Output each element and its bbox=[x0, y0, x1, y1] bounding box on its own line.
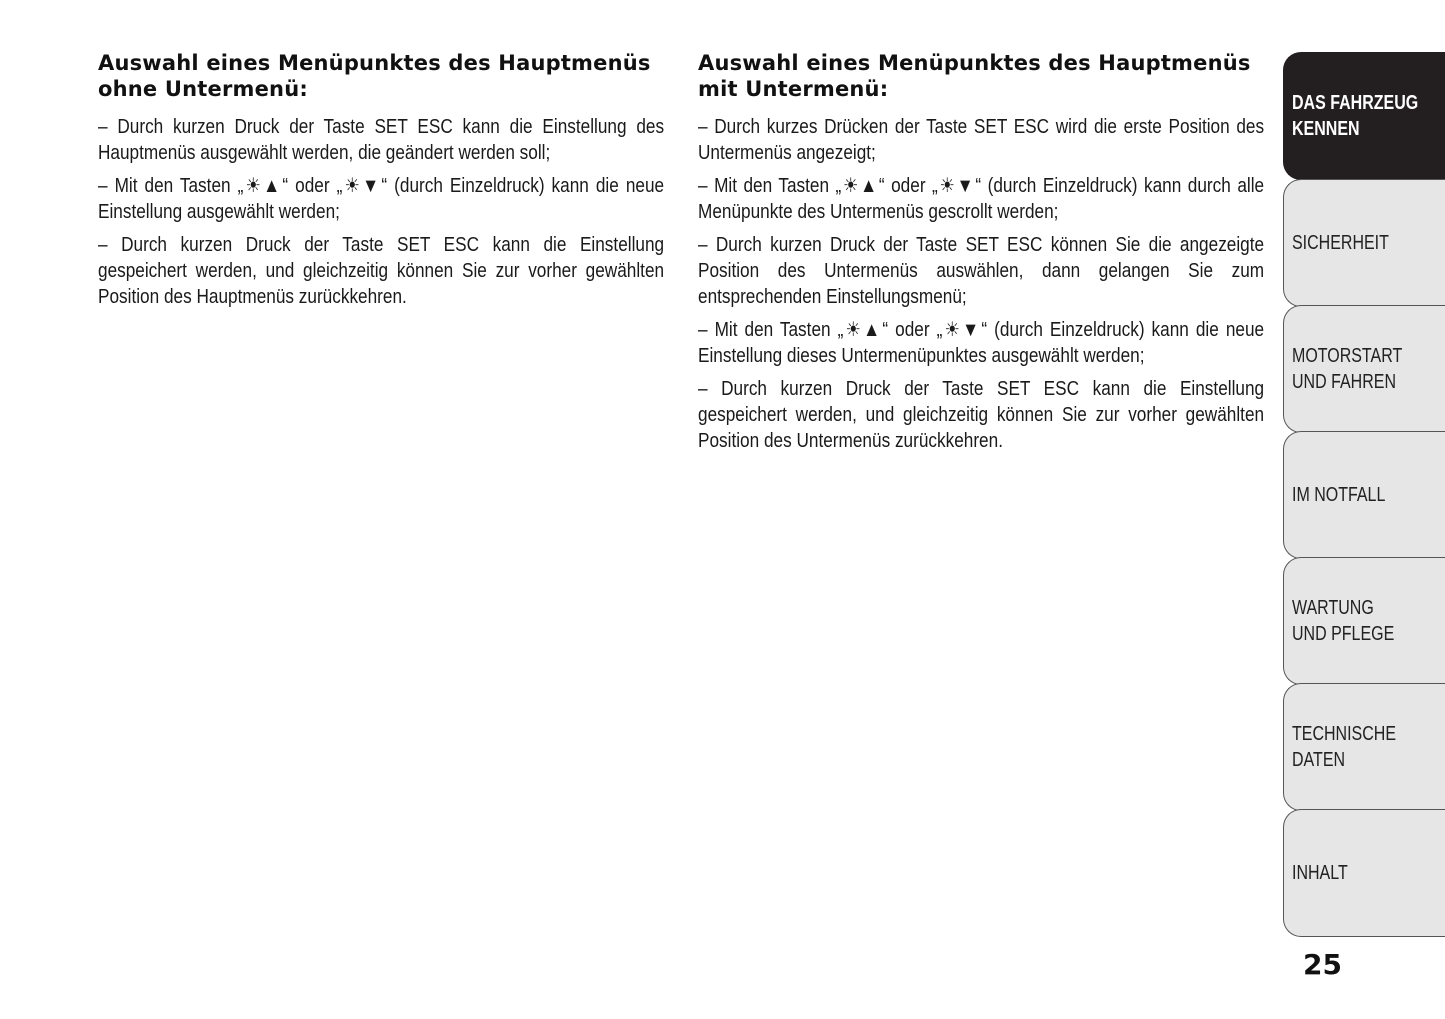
tab-inhalt[interactable] bbox=[1283, 809, 1445, 937]
right-paragraph-2: – Mit den Tasten „☀▲“ oder „☀▼“ (durch Einzeldruck) kann durch alle Menüpunkte des Untermenüs gescrollt werden; bbox=[698, 175, 1265, 223]
tab-label: TECHNISCHE DATEN bbox=[1292, 723, 1397, 771]
tab-im-notfall[interactable] bbox=[1283, 431, 1445, 559]
left-column bbox=[98, 50, 664, 317]
tab-label: SICHERHEIT bbox=[1292, 232, 1389, 254]
right-heading: Auswahl eines Menüpunktes des Hauptmenüs mit Untermenü: bbox=[698, 51, 1251, 101]
right-paragraph-3: – Durch kurzen Druck der Taste SET ESC können Sie die angezeigte Position des Untermenüs auswählen, dann gelangen Sie zum entsprechenden Einstellungsmenü; bbox=[698, 234, 1265, 308]
tab-wartung-und-pflege[interactable] bbox=[1283, 557, 1445, 685]
page-number: 25 bbox=[1303, 948, 1342, 981]
tab-technische-daten[interactable] bbox=[1283, 683, 1445, 811]
tab-label: INHALT bbox=[1292, 862, 1348, 884]
tab-label: DAS FAHRZEUG KENNEN bbox=[1292, 92, 1419, 140]
right-paragraph-5: – Durch kurzen Druck der Taste SET ESC kann die Einstellung gespeichert werden, und gleichzeitig können Sie zur vorher gewählten Position des Untermenüs zurückkehren. bbox=[698, 378, 1265, 452]
tab-motorstart-und-fahren[interactable] bbox=[1283, 305, 1445, 433]
left-heading: Auswahl eines Menüpunktes des Hauptmenüs ohne Untermenü: bbox=[98, 51, 651, 101]
tab-label: IM NOTFALL bbox=[1292, 484, 1386, 506]
left-paragraph-2: – Mit den Tasten „☀▲“ oder „☀▼“ (durch Einzeldruck) kann die neue Einstellung ausgewählt werden; bbox=[98, 175, 665, 223]
tab-label: MOTORSTART UND FAHREN bbox=[1292, 345, 1403, 393]
left-paragraph-1: – Durch kurzen Druck der Taste SET ESC kann die Einstellung des Hauptmenüs ausgewählt werden, die geändert werden soll; bbox=[98, 116, 665, 164]
tab-das-fahrzeug-kennen[interactable] bbox=[1283, 52, 1445, 180]
left-paragraph-3: – Durch kurzen Druck der Taste SET ESC kann die Einstellung gespeichert werden, und gleichzeitig können Sie zur vorher gewählten Position des Hauptmenüs zurückkehren. bbox=[98, 234, 665, 308]
right-paragraph-4: – Mit den Tasten „☀▲“ oder „☀▼“ (durch Einzeldruck) kann die neue Einstellung dieses Untermenüpunktes ausgewählt werden; bbox=[698, 319, 1265, 367]
tab-label: WARTUNG UND PFLEGE bbox=[1292, 597, 1395, 645]
right-column bbox=[698, 50, 1264, 461]
right-paragraph-1: – Durch kurzes Drücken der Taste SET ESC wird die erste Position des Untermenüs angezeigt; bbox=[698, 116, 1265, 164]
tab-sicherheit[interactable] bbox=[1283, 179, 1445, 307]
